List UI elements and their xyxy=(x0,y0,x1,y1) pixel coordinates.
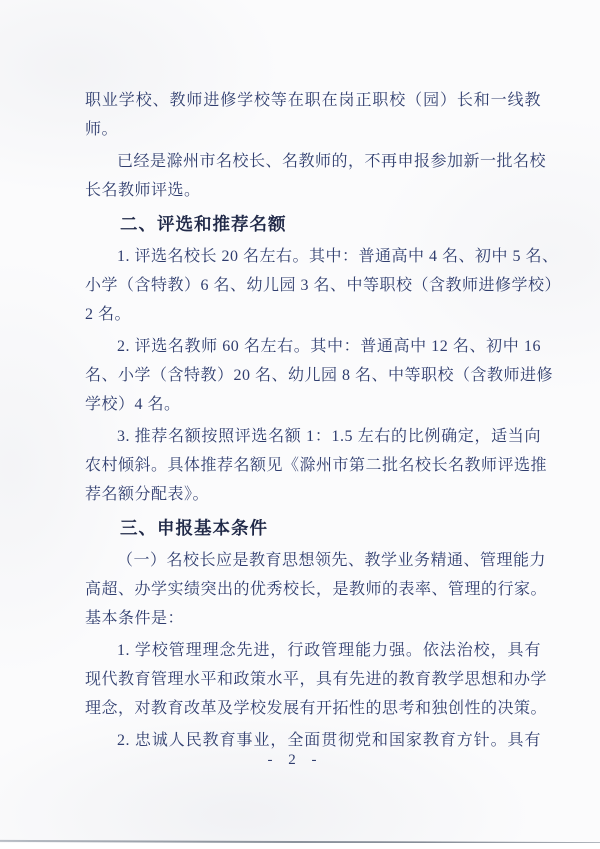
text-line: 2. 评选名教师 60 名左右。其中：普通高中 12 名、初中 16 xyxy=(117,338,541,355)
text-line: 高超、办学实绩突出的优秀校长，是教师的表率、管理的行家。 xyxy=(85,581,548,598)
text-line: （一）名校长应是教育思想领先、教学业务精通、管理能力 xyxy=(117,552,547,569)
text-line: 荐名额分配表》。 xyxy=(85,486,210,503)
text-line: 职业学校、教师进修学校等在职在岗正职校（园）长和一线教 xyxy=(85,92,541,109)
text-line: 3. 推荐名额按照评选名额 1：1.5 左右的比例确定，适当向 xyxy=(117,428,541,445)
text-line: 1. 学校管理理念先进，行政管理能力强。依法治校，具有 xyxy=(117,642,541,659)
text-line: 理念，对教育改革及学校发展有开拓性的思考和独创性的决策。 xyxy=(85,700,548,717)
text-line: 1. 评选名校长 20 名左右。其中：普通高中 4 名、初中 5 名、 xyxy=(117,248,559,265)
page-number: - 2 - xyxy=(267,752,323,768)
text-line: 农村倾斜。具体推荐名额见《滁州市第二批名校长名教师评选推 xyxy=(85,457,548,474)
section-heading: 三、申报基本条件 xyxy=(120,518,268,538)
text-line: 2. 忠诚人民教育事业，全面贯彻党和国家教育方针。具有 xyxy=(117,732,541,749)
document-body xyxy=(85,86,562,755)
text-line: 基本条件是： xyxy=(85,610,185,627)
section-heading: 二、评选和推荐名额 xyxy=(120,214,287,234)
text-line: 2 名。 xyxy=(85,306,132,323)
text-line: 长名教师评选。 xyxy=(85,182,201,199)
text-line: 师。 xyxy=(85,121,119,138)
text-line: 小学（含特教）6 名、幼儿园 3 名、中等职校（含教师进修学校） xyxy=(85,277,562,294)
text-line: 现代教育管理水平和政策水平，具有先进的教育教学思想和办学 xyxy=(85,671,548,688)
text-line: 名、小学（含特教）20 名、幼儿园 8 名、中等职校（含教师进修 xyxy=(85,367,554,384)
text-line: 已经是滁州市名校长、名教师的，不再申报参加新一批名校 xyxy=(117,153,547,170)
scan-margin xyxy=(0,843,600,849)
text-line: 学校）4 名。 xyxy=(85,396,181,413)
